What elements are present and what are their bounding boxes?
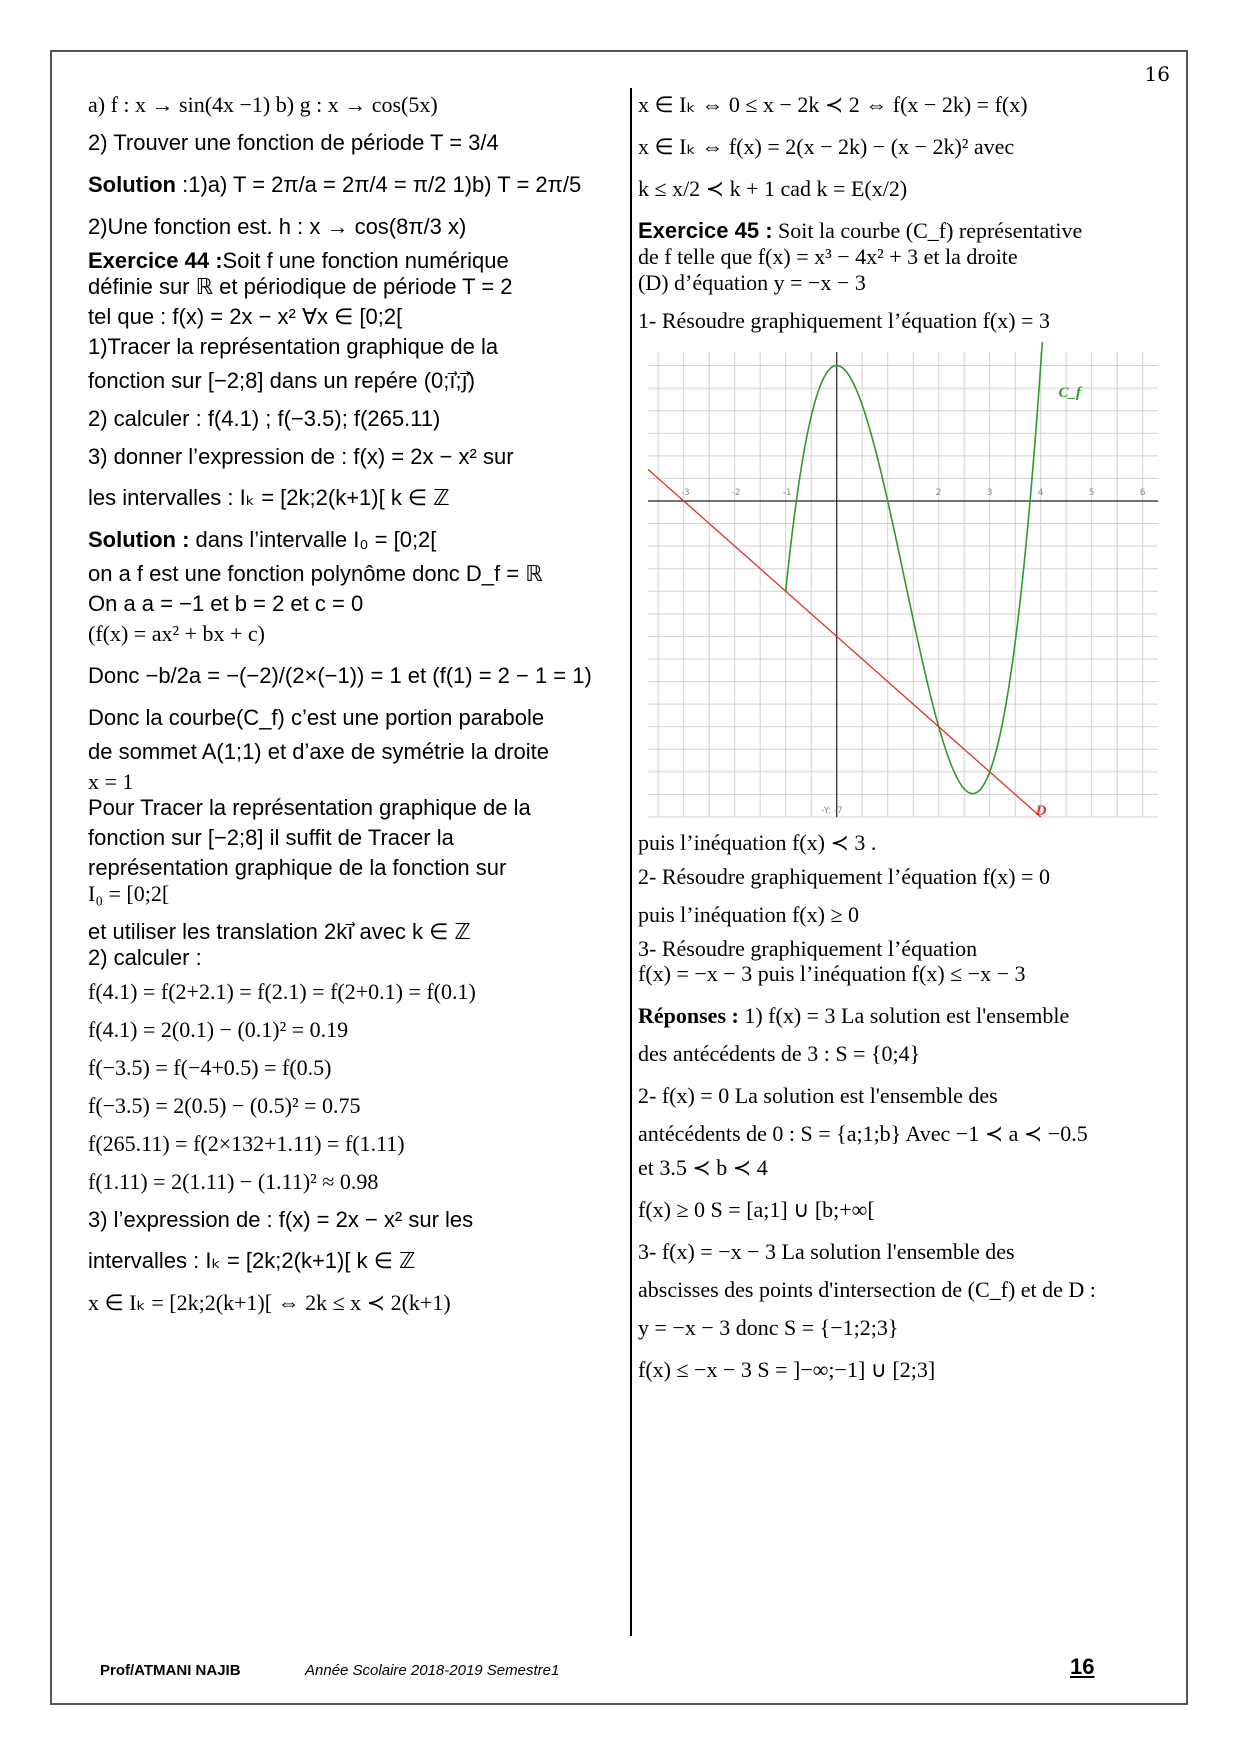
graph-background — [648, 352, 1158, 817]
exercise-line: 3) donner l’expression de : f(x) = 2x − x² sur — [88, 443, 514, 469]
answer-line: antécédents de 0 : S = {a;1;b} Avec −1 ≺ a ≺ −0.5 — [638, 1121, 1088, 1147]
exercise-line: 1- Résoudre graphiquement l’équation f(x) = 3 — [638, 307, 1050, 333]
left-column — [88, 92, 628, 1316]
x-tick-label: 4 — [1037, 487, 1044, 498]
solution-line: k ≤ x/2 ≺ k + 1 cad k = E(x/2) — [638, 175, 908, 201]
solution-line: x ∈ Iₖ ⇔ f(x) = 2(x − 2k) − (x − 2k)² avec — [638, 133, 1015, 159]
curve-label: C_f — [1058, 384, 1082, 401]
exercise-line: 3- Résoudre graphiquement l’équation — [638, 935, 978, 961]
exercise-heading-line — [88, 248, 628, 274]
exercise-line: tel que : f(x) = 2x − x² ∀x ∈ [0;2[ — [88, 303, 403, 329]
solution-line: I₀ = [0;2[ — [88, 880, 170, 906]
exercise-line: les intervalles : Iₖ = [2k;2(k+1)[ k ∈ ℤ — [88, 485, 450, 511]
solution-line: 2) calculer : — [88, 944, 202, 970]
solution-line — [88, 172, 628, 198]
x-tick-label: 5 — [1088, 487, 1095, 498]
exercise-line: puis l’inéquation f(x) ≥ 0 — [638, 901, 860, 927]
solution-line: On a a = −1 et b = 2 et c = 0 — [88, 591, 364, 617]
x-tick-label: 3 — [986, 487, 993, 498]
answer-line: des antécédents de 3 : S = {0;4} — [638, 1041, 921, 1067]
solution-line: représentation graphique de la fonction sur — [88, 854, 507, 880]
x-tick-label: 2 — [935, 487, 942, 498]
solution-heading: Solution — [88, 171, 176, 197]
right-column — [638, 92, 1168, 1383]
x-tick-label: -1 — [782, 487, 792, 498]
solution-text: dans l’intervalle I₀ = [0;2[ — [189, 527, 437, 553]
exercise-line: 1)Tracer la représentation graphique de la — [88, 333, 499, 359]
answer-line: 3- f(x) = −x − 3 La solution l'ensemble des — [638, 1239, 1015, 1265]
line-label: D — [1035, 802, 1047, 819]
exercise-line: 2) calculer : f(4.1) ; f(−3.5); f(265.11) — [88, 405, 441, 431]
exercise-line: définie sur ℝ et périodique de période T = 2 — [88, 273, 513, 299]
calc-line: f(265.11) = f(2×132+1.11) = f(1.11) — [88, 1130, 405, 1156]
answer-line — [638, 1003, 1168, 1029]
exercise-45-text: Soit la courbe (C_f) représentative — [772, 217, 1083, 243]
answers-heading: Réponses : — [638, 1003, 739, 1029]
solution-line — [88, 527, 628, 553]
column-divider — [630, 88, 632, 1636]
calc-line: f(1.11) = 2(1.11) − (1.11)² ≈ 0.98 — [88, 1168, 379, 1194]
exercise-line: f(x) = −x − 3 puis l’inéquation f(x) ≤ −x − 3 — [638, 961, 1026, 987]
calc-line: f(4.1) = f(2+2.1) = f(2.1) = f(2+0.1) = f(0.1) — [88, 978, 476, 1004]
x-tick-label: -3 — [680, 487, 690, 498]
solution-line: et utiliser les translation 2ki⃗ avec k ∈ ℤ — [88, 918, 471, 944]
solution-line: x ∈ Iₖ = [2k;2(k+1)[ ⇔ 2k ≤ x ≺ 2(k+1) — [88, 1290, 451, 1316]
footer-page-number: 16 — [1070, 1654, 1095, 1679]
exercise-line: 2- Résoudre graphiquement l’équation f(x) = 0 — [638, 863, 1050, 889]
graph-svg — [638, 342, 1168, 822]
exercise-44-heading: Exercice 44 : — [88, 247, 223, 273]
answer-line: abscisses des points d'intersection de (C_f) et de D : — [638, 1277, 1096, 1303]
solution-line: x = 1 — [88, 769, 134, 795]
solution-line: Donc −b/2a = −(−2)/(2×(−1)) = 1 et (f(1) = 2 − 1 = 1) — [88, 663, 592, 689]
solution-line: Pour Tracer la représentation graphique de la — [88, 795, 531, 821]
page-number-top: 16 — [1144, 62, 1170, 86]
exercise-45-heading: Exercice 45 : — [638, 217, 773, 243]
y-tick-label: -Y: -7 — [821, 805, 843, 816]
answers-text: 1) f(x) = 3 La solution est l'ensemble — [738, 1003, 1070, 1029]
solution-line: fonction sur [−2;8] il suffit de Tracer la — [88, 825, 454, 851]
calc-line: f(−3.5) = f(−4+0.5) = f(0.5) — [88, 1054, 332, 1080]
exercise-line: a) f : x → sin(4x −1) b) g : x → cos(5x) — [88, 92, 438, 117]
exercise-line: (D) d’équation y = −x − 3 — [638, 269, 866, 295]
solution-line: de sommet A(1;1) et d’axe de symétrie la droite — [88, 739, 549, 765]
calc-line: f(4.1) = 2(0.1) − (0.1)² = 0.19 — [88, 1016, 349, 1042]
x-tick-label: -2 — [731, 487, 741, 498]
solution-line: (f(x) = ax² + bx + c) — [88, 621, 265, 647]
exercise-line: 2) Trouver une fonction de période T = 3/4 — [88, 129, 499, 155]
exercise-line: de f telle que f(x) = x³ − 4x² + 3 et la droite — [638, 243, 1018, 269]
function-graph — [638, 342, 1168, 822]
footer-year: Année Scolaire 2018-2019 Semestre1 — [305, 1662, 560, 1679]
exercise-44-text: Soit f une fonction numérique — [222, 247, 509, 273]
solution-line: Donc la courbe(C_f) c’est une portion parabole — [88, 705, 545, 731]
solution-line: on a f est une fonction polynôme donc D_f = ℝ — [88, 561, 543, 587]
calc-line: f(−3.5) = 2(0.5) − (0.5)² = 0.75 — [88, 1092, 361, 1118]
answer-line: f(x) ≤ −x − 3 S = ]−∞;−1] ∪ [2;3] — [638, 1357, 936, 1383]
exercise-heading-line — [638, 218, 1168, 244]
x-tick-label: 6 — [1139, 487, 1146, 498]
solution-line: 3) l’expression de : f(x) = 2x − x² sur les — [88, 1206, 474, 1232]
solution-line: intervalles : Iₖ = [2k;2(k+1)[ k ∈ ℤ — [88, 1248, 416, 1274]
exercise-line: fonction sur [−2;8] dans un repére (0;i⃗;j⃗) — [88, 367, 476, 393]
answer-line: 2- f(x) = 0 La solution est l'ensemble des — [638, 1083, 998, 1109]
solution-text: :1)a) T = 2π/a = 2π/4 = π/2 1)b) T = 2π/5 — [175, 171, 582, 197]
answer-line: et 3.5 ≺ b ≺ 4 — [638, 1155, 768, 1181]
answer-line: f(x) ≥ 0 S = [a;1] ∪ [b;+∞[ — [638, 1197, 875, 1223]
solution-line: 2)Une fonction est. h : x → cos(8π/3 x) — [88, 213, 467, 239]
solution-line: x ∈ Iₖ ⇔ 0 ≤ x − 2k ≺ 2 ⇔ f(x − 2k) = f(x) — [638, 92, 1028, 117]
solution-heading: Solution : — [88, 527, 190, 553]
footer-author: Prof/ATMANI NAJIB — [100, 1662, 241, 1679]
answer-line: y = −x − 3 donc S = {−1;2;3} — [638, 1315, 899, 1341]
exercise-line: puis l’inéquation f(x) ≺ 3 . — [638, 829, 877, 855]
